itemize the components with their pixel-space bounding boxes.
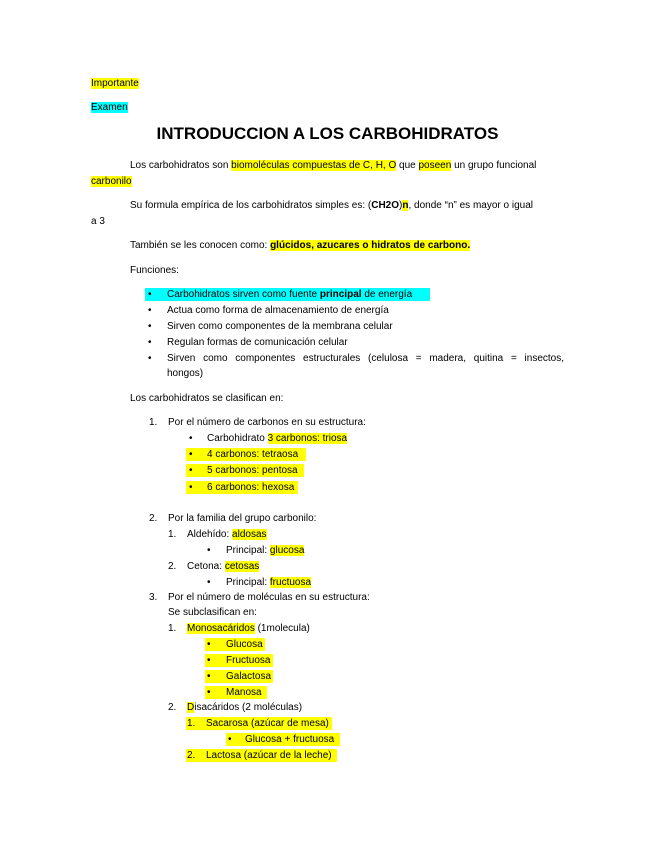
paragraph-2: Su formula empírica de los carbohidratos simples es: (CH2O)n, donde “n” es mayor o igual <box>130 200 533 211</box>
classification-heading: Los carbohidratos se clasifican en: <box>130 393 284 404</box>
function-item-4: • Regulan formas de comunicación celular <box>148 337 348 348</box>
function-item-1: • Carbohidratos sirven como fuente principal de energía <box>145 288 430 301</box>
class-3-subclassify: Se subclasifican en: <box>168 607 257 618</box>
page-title: INTRODUCCION A LOS CARBOHIDRATOS <box>156 124 499 143</box>
class-2-aldehido: 1. Aldehído: aldosas <box>168 529 267 540</box>
class-1-sub-1: • Carbohidrato 3 carbonos: triosa <box>189 433 348 444</box>
function-item-5-cont: hongos) <box>167 368 204 379</box>
class-1-sub-4: • 6 carbonos: hexosa <box>186 481 298 494</box>
class-item-2: 2. Por la familia del grupo carbonilo: <box>149 513 317 524</box>
mono-item-4: • Manosa <box>205 686 267 699</box>
function-item-5: • Sirven como componentes estructurales (celulosa = madera, quitina = insectos, <box>148 353 564 364</box>
tag-examen: Examen <box>91 102 128 113</box>
tag-importante: Importante <box>91 78 139 89</box>
class-2-cetona: 2. Cetona: cetosas <box>168 561 260 572</box>
disac-lactosa: 2. Lactosa (azúcar de la leche) <box>186 749 337 762</box>
class-item-1: 1. Por el número de carbonos en su estructura: <box>149 417 366 428</box>
class-1-sub-3: • 5 carbonos: pentosa <box>186 464 304 477</box>
function-item-2: • Actua como forma de almacenamiento de energía <box>148 305 389 316</box>
monosacaridos: 1. Monosacáridos (1molecula) <box>168 623 310 634</box>
class-item-3: 3. Por el número de moléculas en su estructura: <box>149 592 370 603</box>
paragraph-1-cont: carbonilo <box>91 176 132 187</box>
class-2-cetona-principal: • Principal: fructuosa <box>207 577 312 588</box>
mono-item-1: • Glucosa <box>205 638 265 651</box>
paragraph-1: Los carbohidratos son biomoléculas compuestas de C, H, O que poseen un grupo funcional <box>130 160 537 171</box>
paragraph-2-cont: a 3 <box>91 216 105 227</box>
class-1-sub-2: • 4 carbonos: tetraosa <box>186 448 306 461</box>
mono-item-3: • Galactosa <box>207 671 272 682</box>
functions-heading: Funciones: <box>130 265 179 276</box>
disac-sacarosa-sub: • Glucosa + fructuosa <box>226 733 340 746</box>
class-2-aldehido-principal: • Principal: glucosa <box>207 545 305 556</box>
disac-sacarosa: 1. Sacarosa (azúcar de mesa) <box>186 717 332 730</box>
paragraph-3: También se les conocen como: glúcidos, azucares o hidratos de carbono. <box>130 240 471 251</box>
function-item-3: • Sirven como componentes de la membrana celular <box>148 321 393 332</box>
mono-item-2: • Fructuosa <box>205 654 273 667</box>
disacaridos: 2. Disacáridos (2 moléculas) <box>168 702 303 713</box>
